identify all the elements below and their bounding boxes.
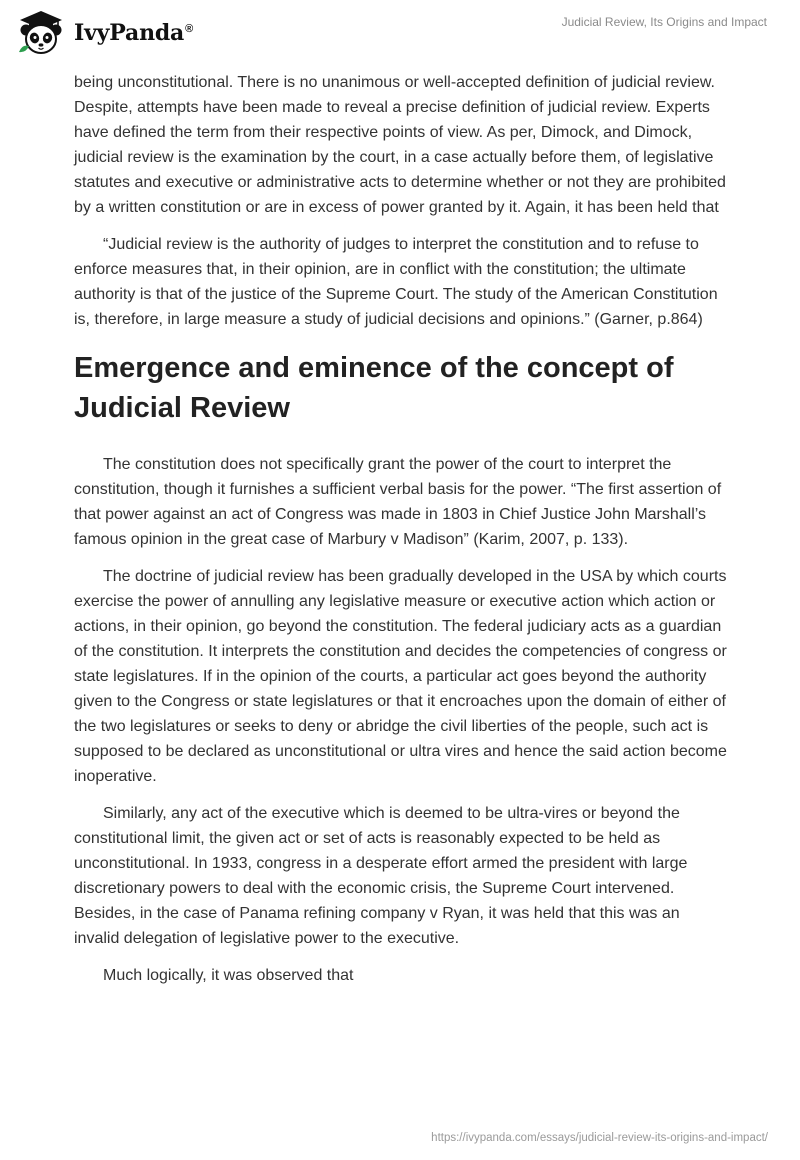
document-title: Judicial Review, Its Origins and Impact	[561, 15, 767, 29]
page-header	[0, 0, 800, 70]
source-url[interactable]: https://ivypanda.com/essays/judicial-review-its-origins-and-impact/	[431, 1132, 768, 1144]
panda-logo-icon	[16, 8, 66, 58]
paragraph-6: Much logically, it was observed that	[103, 967, 354, 984]
brand-logo[interactable]	[16, 8, 193, 58]
paragraph-quote: “Judicial review is the authority of judges to interpret the constitution and to refuse to enforce measures that, in their opinion, are in conflict with the constitution; the ultimate authority is that of the justice of the Supreme Court. The study of the American Constitution is, therefore, in large measure a study of judicial decisions and opinions.” (Garner, p.864)	[74, 236, 718, 328]
essay-content	[74, 70, 728, 1000]
section-heading: Emergence and eminence of the concept of Judicial Review	[74, 352, 674, 424]
brand-name-text: IvyPanda	[74, 20, 185, 46]
paragraph-1: being unconstitutional. There is no unanimous or well-accepted definition of judicial review. Despite, attempts have been made to reveal a precise definition of judicial review. Experts have defined the term from their respective points of view. As per, Dimock, and Dimock, judicial review is the examination by the court, in a case actually before them, of legislative statutes and executive or administrative acts to determine whether or not they are prohibited by a written constitution or are in excess of power granted by it. Again, it has been held that	[74, 74, 726, 216]
paragraph-4: The doctrine of judicial review has been gradually developed in the USA by which courts exercise the power of annulling any legislative measure or executive action which action or actions, in their opinion, go beyond the constitution. The federal judiciary acts as a guardian of the constitution. It interprets the constitution and decides the competencies of congress or state legislatures. If in the opinion of the courts, a particular act goes beyond the authority given to the Congress or state legislatures or that it encroaches upon the domain of either of the two legislatures or seeks to deny or abridge the civil liberties of the people, such act is supposed to be declared as unconstitutional or ultra vires and hence the said action become inoperative.	[74, 568, 727, 785]
brand-name	[74, 20, 193, 46]
paragraph-5: Similarly, any act of the executive which is deemed to be ultra-vires or beyond the constitutional limit, the given act or set of acts is reasonably expected to be held as unconstitutional. In 1933, congress in a desperate effort armed the president with large discretionary powers to deal with the economic crisis, the Supreme Court intervened. Besides, in the case of Panama refining company v Ryan, it was held that this was an invalid delegation of legislative power to the executive.	[74, 805, 688, 947]
paragraph-3: The constitution does not specifically grant the power of the court to interpret the constitution, though it furnishes a sufficient verbal basis for the power. “The first assertion of that power against an act of Congress was made in 1803 in Chief Justice John Marshall’s famous opinion in the great case of Marbury v Madison” (Karim, 2007, p. 133).	[74, 456, 722, 548]
registered-mark: ®	[185, 22, 194, 35]
